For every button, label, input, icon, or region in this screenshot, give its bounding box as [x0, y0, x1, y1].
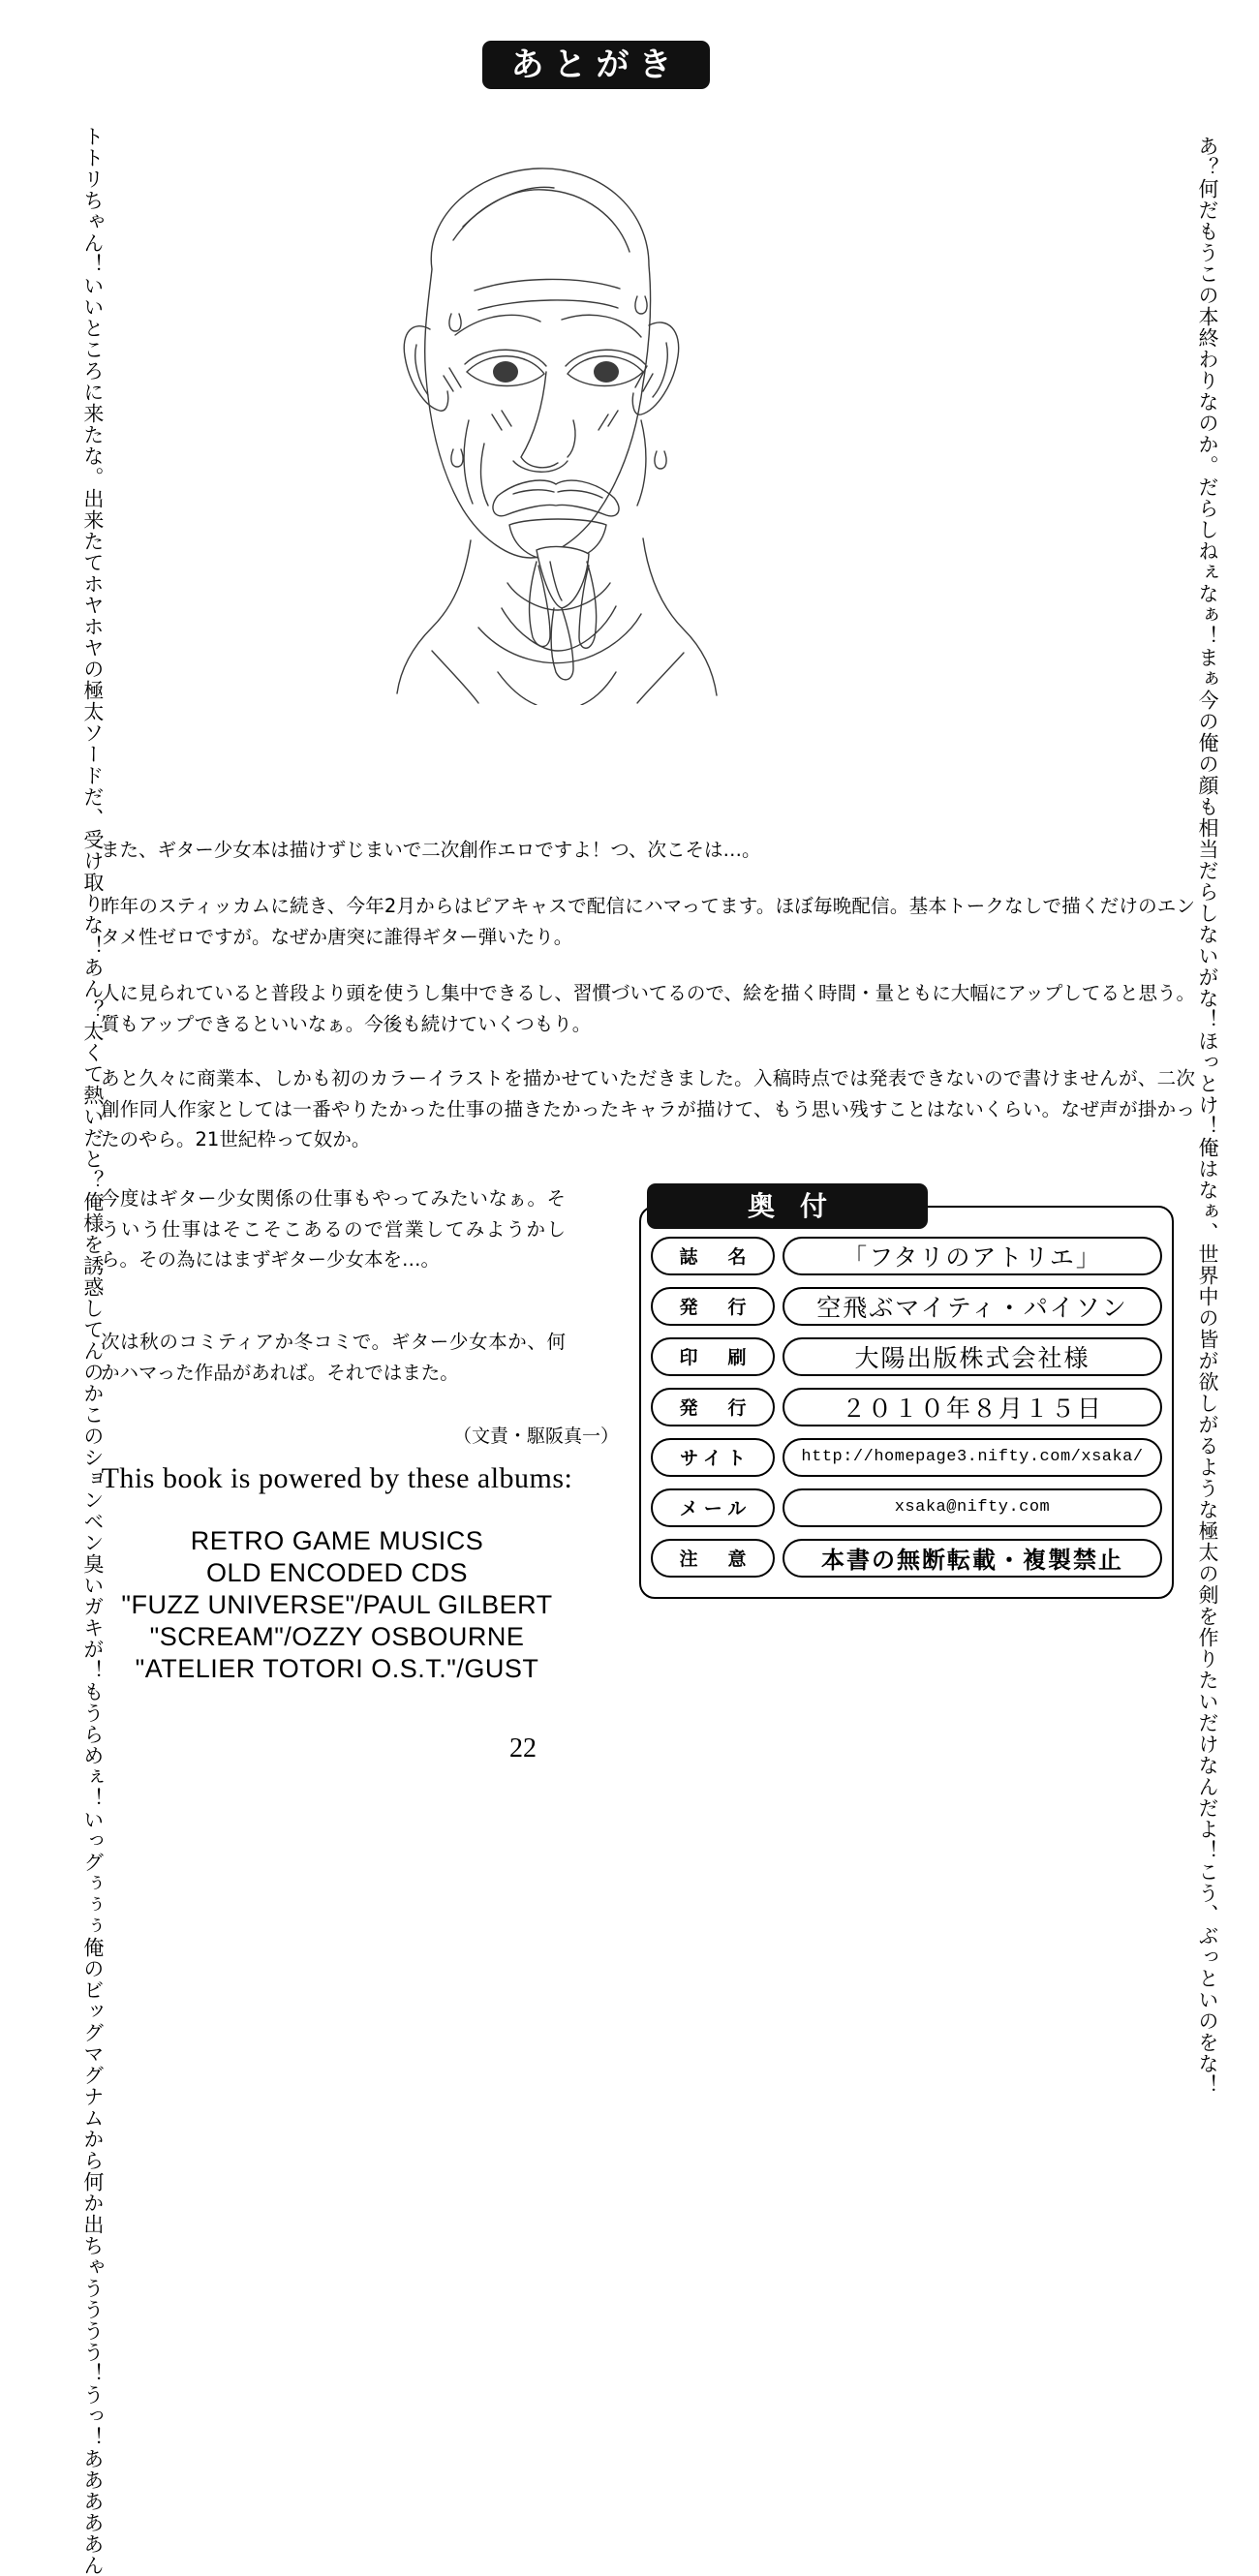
colophon-value: 空飛ぶマイティ・パイソン — [783, 1287, 1162, 1326]
colophon-label: 印 刷 — [651, 1337, 775, 1376]
colophon-label: 発 行 — [651, 1388, 775, 1426]
colophon-label: 発 行 — [651, 1287, 775, 1326]
vertical-text-left: トトリちゃん！いいところに来たな。出来たてホヤホヤの極太ソードだ、受け取りな！あん？太くて熱いだと？俺様を誘惑してんのかこのションベン臭いガキが！もうらめぇ！いっグぅぅぅ俺のビッグマグナムから何か出ちゃうううう！うっ！あああああん — [80, 126, 105, 2576]
colophon-row — [641, 1335, 1172, 1377]
colophon-value-email[interactable]: xsaka@nifty.com — [783, 1488, 1162, 1527]
colophon-value: 「フタリのアトリエ」 — [783, 1237, 1162, 1275]
colophon-label: サイト — [651, 1438, 775, 1477]
colophon-value: ２０１０年８月１５日 — [783, 1388, 1162, 1426]
afterword-paragraph-3: 人に見られていると普段より頭を使うし集中できるし、習慣づいてるので、絵を描く時間・量ともに大幅にアップしてると思う。質もアップできるといいなぁ。今後も続けていくつもり。 — [101, 982, 1195, 1035]
album-item: "FUZZ UNIVERSE"/PAUL GILBERT — [121, 1589, 553, 1619]
afterword-paragraph-1: また、ギター少女本は描けずじまいで二次創作エロですよ！つ、次こそは…。 — [101, 839, 761, 861]
colophon-value-website[interactable]: http://homepage3.nifty.com/xsaka/ — [783, 1438, 1162, 1477]
page-number: 22 — [509, 1733, 537, 1763]
album-item: "ATELIER TOTORI O.S.T."/GUST — [135, 1653, 539, 1683]
colophon-row — [641, 1537, 1172, 1579]
colophon-label: メール — [651, 1488, 775, 1527]
colophon-label: 誌 名 — [651, 1237, 775, 1275]
colophon-label: 注 意 — [651, 1539, 775, 1578]
album-item: RETRO GAME MUSICS — [190, 1526, 484, 1555]
colophon-table — [639, 1206, 1174, 1599]
afterword-paragraph-5: 今度はギター少女関係の仕事もやってみたいなぁ。そういう仕事はそこそこあるので営業してみようかしら。その為にはまずギター少女本を…。 — [101, 1187, 566, 1272]
colophon-row — [641, 1487, 1172, 1528]
album-item: "SCREAM"/OZZY OSBOURNE — [149, 1621, 525, 1651]
powered-by-heading: This book is powered by these albums: — [101, 1462, 573, 1494]
illustration-portrait — [308, 124, 763, 705]
afterword-paragraph-6: 次は秋のコミティアか冬コミで。ギター少女本か、何かハマった作品があれば。それではまた。 — [101, 1331, 566, 1384]
afterword-paragraph-2: 昨年のスティッカムに続き、今年2月からはピアキャスで配信にハマってます。ほぼ毎晩配信。基本トークなしで描くだけのエンタメ性ゼロですが。なぜか唐突に誰得ギター弾いたり。 — [101, 895, 1195, 948]
colophon-row — [641, 1285, 1172, 1327]
afterword-banner: あとがき — [482, 41, 710, 89]
colophon-row — [641, 1235, 1172, 1276]
colophon-value: 大陽出版株式会社様 — [783, 1337, 1162, 1376]
colophon-row — [641, 1436, 1172, 1478]
author-credit: （文責・駆阪真一） — [452, 1426, 619, 1447]
album-item: OLD ENCODED CDS — [205, 1557, 469, 1587]
colophon-row — [641, 1386, 1172, 1427]
colophon-value-notice: 本書の無断転載・複製禁止 — [783, 1539, 1162, 1578]
vertical-text-right: あ？何だもうこの本終わりなのか。だらしねぇなぁ！まぁ今の俺の顔も相当だらしないがな！ほっとけ！俺はなぁ、世界中の皆が欲しがるような極太の剣を作りたいだけなんだよ！こう、ぶっといのをな！ — [1196, 136, 1219, 2096]
colophon-banner: 奥付 — [647, 1183, 928, 1229]
afterword-paragraph-4: あと久々に商業本、しかも初のカラーイラストを描かせていただきました。入稿時点では発表できないので書けませんが、二次創作同人作家としては一番やりたかった仕事の描きたかったキャラが描けて、もう思い残すことはないくらい。なぜ声が掛かったのやら。21世紀枠って奴か。 — [101, 1067, 1195, 1151]
album-list — [46, 1525, 628, 1685]
